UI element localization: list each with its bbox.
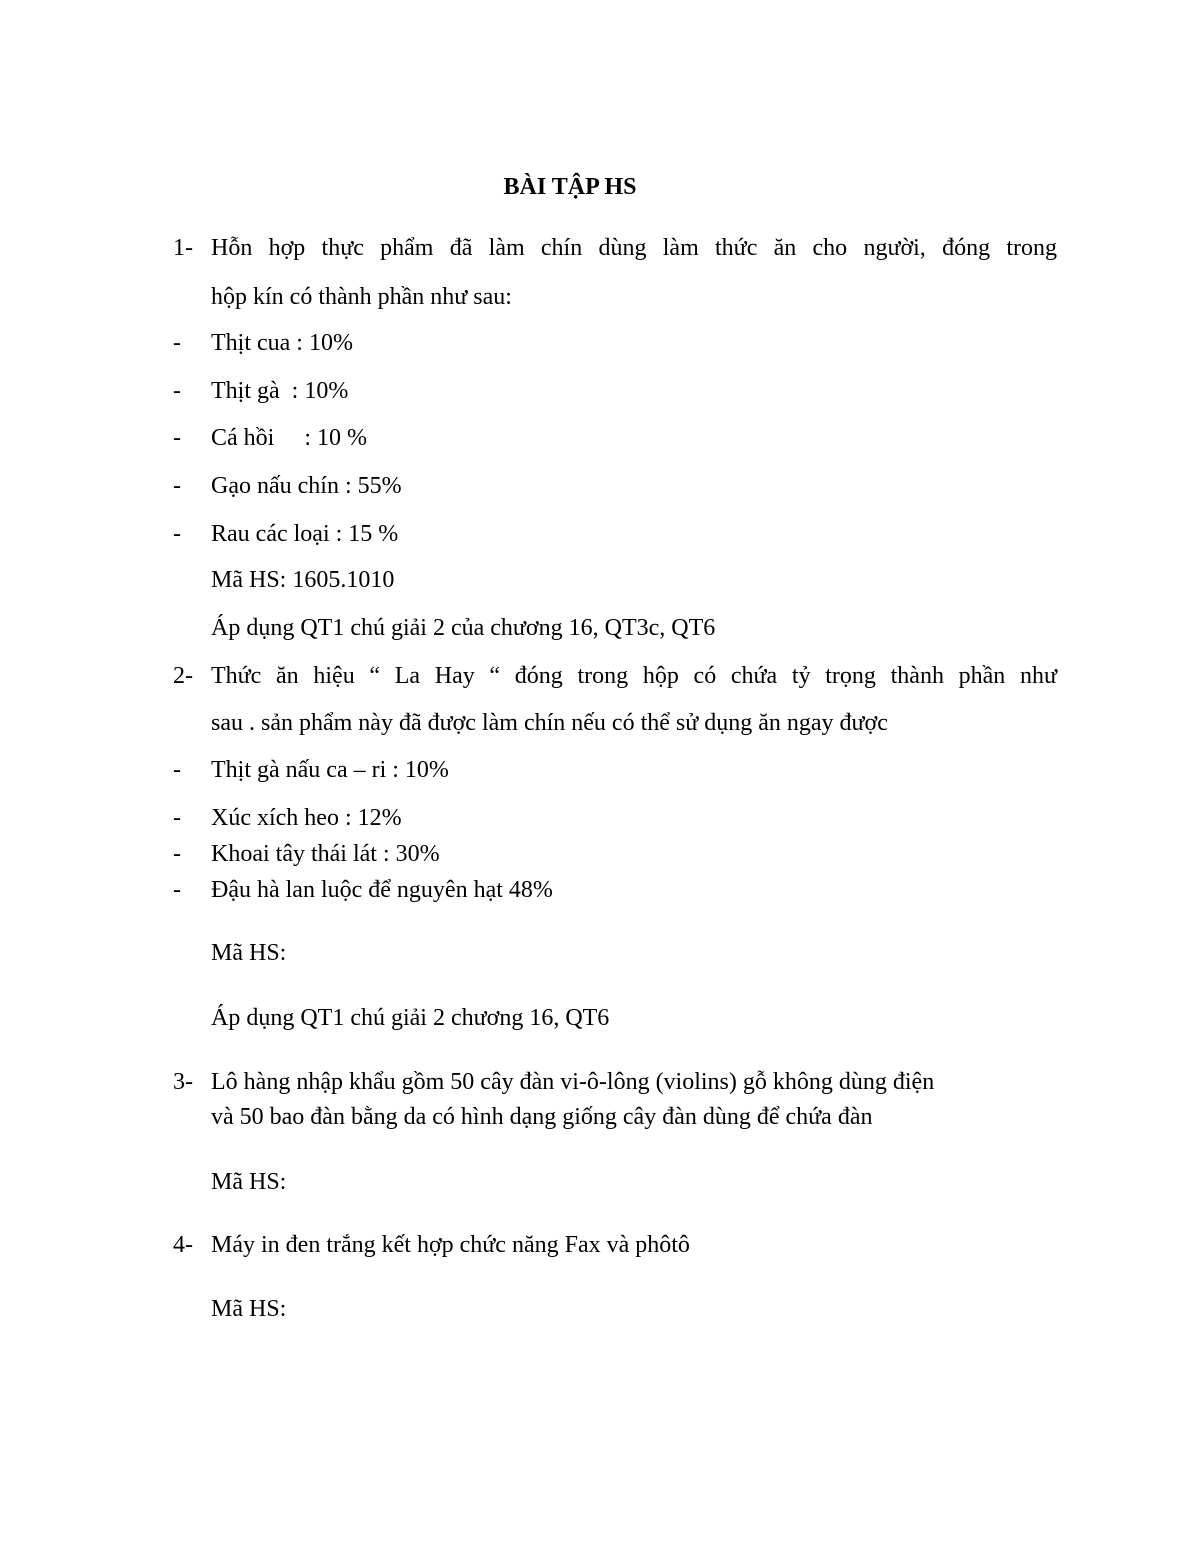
hs-code: Mã HS: — [211, 1296, 287, 1322]
rule-note: Áp dụng QT1 chú giải 2 chương 16, QT6 — [211, 1005, 610, 1031]
bullet: - — [173, 521, 181, 547]
list-item: Cá hồi : 10 % — [211, 425, 367, 451]
list-item: Khoai tây thái lát : 30% — [211, 841, 440, 867]
list-item: Thịt gà : 10% — [211, 378, 349, 404]
question-text: hộp kín có thành phần như sau: — [211, 284, 512, 310]
question-text: sau . sản phẩm này đã được làm chín nếu có thể sử dụng ăn ngay được — [211, 710, 888, 736]
bullet: - — [173, 473, 181, 499]
bullet: - — [173, 841, 181, 867]
list-item: Rau các loại : 15 % — [211, 521, 399, 547]
question-text: Lô hàng nhập khẩu gồm 50 cây đàn vi-ô-lông (violins) gỗ không dùng điện — [211, 1069, 935, 1095]
bullet: - — [173, 330, 181, 356]
bullet: - — [173, 378, 181, 404]
bullet: - — [173, 425, 181, 451]
bullet: - — [173, 877, 181, 903]
list-item: Đậu hà lan luộc để nguyên hạt 48% — [211, 877, 553, 903]
question-number: 4- — [173, 1232, 193, 1258]
hs-code: Mã HS: 1605.1010 — [211, 567, 395, 593]
document-title: BÀI TẬP HS — [503, 174, 637, 200]
hs-code: Mã HS: — [211, 940, 287, 966]
hs-code: Mã HS: — [211, 1169, 287, 1195]
list-item: Thịt gà nấu ca – ri : 10% — [211, 757, 449, 783]
question-number: 1- — [173, 235, 193, 261]
list-item: Xúc xích heo : 12% — [211, 805, 402, 831]
question-number: 2- — [173, 663, 193, 689]
bullet: - — [173, 805, 181, 831]
question-text: Hỗn hợp thực phẩm đã làm chín dùng làm thức ăn cho người, đóng trong — [211, 235, 1057, 261]
question-number: 3- — [173, 1069, 193, 1095]
bullet: - — [173, 757, 181, 783]
rule-note: Áp dụng QT1 chú giải 2 của chương 16, QT3c, QT6 — [211, 615, 716, 641]
list-item: Thịt cua : 10% — [211, 330, 353, 356]
question-text: Thức ăn hiệu “ La Hay “ đóng trong hộp có chứa tỷ trọng thành phần như — [211, 663, 1057, 689]
question-text: và 50 bao đàn bằng da có hình dạng giống cây đàn dùng để chứa đàn — [211, 1104, 873, 1130]
list-item: Gạo nấu chín : 55% — [211, 473, 402, 499]
question-text: Máy in đen trắng kết hợp chức năng Fax và phôtô — [211, 1232, 690, 1258]
